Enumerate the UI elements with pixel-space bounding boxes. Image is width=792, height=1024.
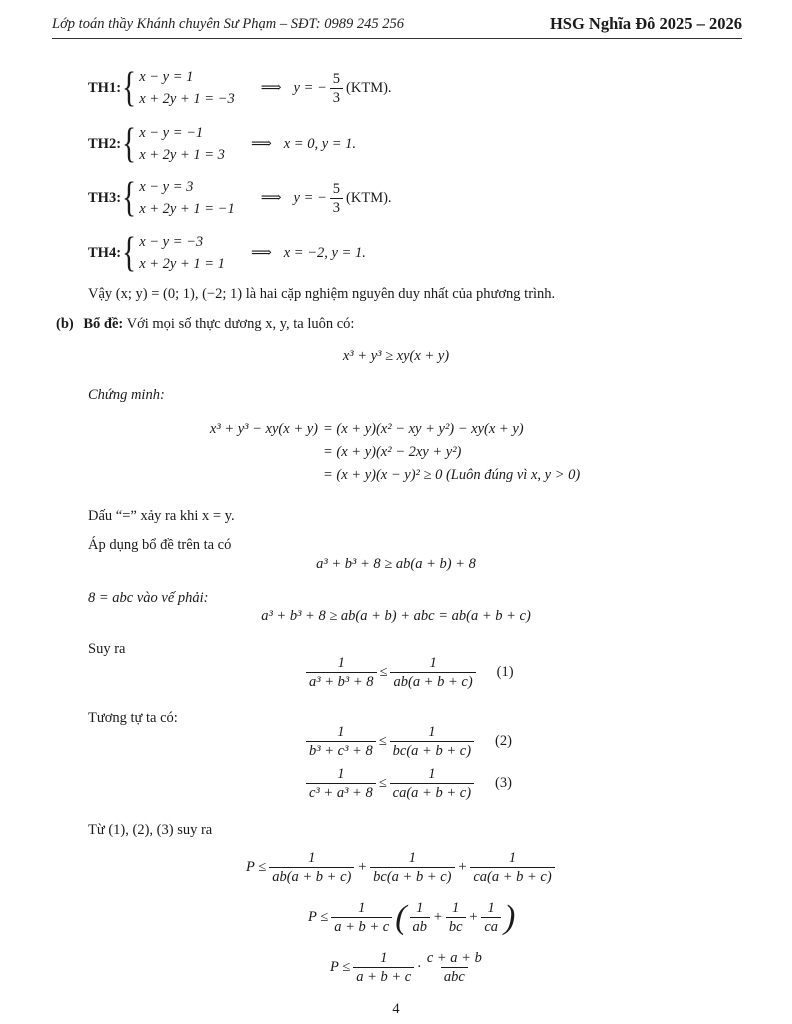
case-label: TH4:: [88, 244, 122, 261]
frac-den: ab: [410, 917, 431, 935]
lemma-title: Bổ đề:: [83, 316, 124, 332]
frac-num: 5: [332, 180, 341, 197]
frac-num: 5: [332, 70, 341, 87]
frac-num: 1: [380, 950, 388, 966]
fraction: [370, 850, 454, 885]
system-brace: {: [122, 121, 137, 167]
frac-num: 1: [452, 900, 460, 916]
p-lhs: P ≤: [246, 859, 267, 875]
right-paren: ): [504, 898, 516, 936]
frac-den: 3: [330, 198, 343, 216]
p-bound-1: P ≤ $\frac{1}{ab(a + b + c)}$ + $\frac{1}{bc(a + b + c)}$ + $\frac{1}{ca(a + b + c)}$: [246, 850, 558, 885]
p-bound-3: P ≤ $\frac{1}{a + b + c}$ · $\frac{c + a + b}{\text{abc}}$: [330, 950, 488, 985]
case-result: y = −: [293, 189, 327, 206]
case-th4: [88, 231, 366, 275]
proof-lhs: x³ + y³ − xy(x + y): [209, 421, 318, 437]
frac-den: a³ + b³ + 8: [306, 672, 377, 690]
frac-num: 1: [337, 766, 345, 782]
equation: x + 2y + 1 = −1: [139, 201, 235, 217]
equation: x − y = −1: [139, 125, 204, 141]
fraction: [353, 950, 414, 985]
inequality-3: $\frac{1}{\text{c³ + a³ + 8}}$ ≤ $\frac{1}{ca(a + b + c)}$ (3): [303, 766, 512, 801]
from-text: Từ (1), (2), (3) suy ra: [88, 822, 213, 838]
suy-ra-text: Suy ra: [88, 641, 126, 657]
page-number: 4: [392, 1001, 400, 1017]
system-brace: {: [122, 65, 137, 111]
frac-num: 1: [508, 850, 517, 866]
implies-arrow: ⟹: [250, 244, 272, 261]
frac-num: 1: [487, 900, 495, 916]
frac-den: 3: [330, 88, 343, 106]
frac-den: ca: [481, 917, 501, 935]
fraction: [390, 655, 475, 690]
frac-den: ab(a + b + c): [390, 672, 475, 690]
fraction: [446, 900, 466, 935]
frac-num: 1: [416, 900, 424, 916]
frac-den: ca(a + b + c): [390, 783, 474, 801]
equation-system: [139, 122, 225, 166]
proof-line-2: = (x + y)(x² − 2xy + y²): [323, 444, 462, 460]
system-brace: {: [122, 175, 137, 221]
fraction: [269, 850, 354, 885]
frac-den: abc: [441, 967, 468, 985]
equation: x − y = −3: [139, 234, 204, 250]
fraction: [390, 724, 474, 759]
proof-line-1: = (x + y)(x² − xy + y²) − xy(x + y): [323, 421, 524, 437]
case-th2: [88, 122, 356, 166]
tuong-tu-text: Tương tự ta có:: [88, 710, 178, 726]
substitution-text: 8 = abc vào vế phải:: [88, 590, 209, 606]
system-brace: {: [122, 230, 137, 276]
apply-lemma-text: Áp dụng bổ đề trên ta có: [88, 537, 232, 553]
frac-num: 1: [337, 655, 345, 671]
fraction: [306, 766, 376, 801]
frac-den: a + b + c: [331, 917, 392, 935]
equality-condition: Dấu “=” xảy ra khi x = y.: [88, 508, 235, 524]
frac-num: 1: [428, 724, 436, 740]
frac-den: c³ + a³ + 8: [306, 783, 376, 801]
frac-den: bc(a + b + c): [370, 867, 454, 885]
frac-num: 1: [308, 850, 316, 866]
equation: x + 2y + 1 = 3: [139, 147, 225, 163]
lemma-equation: x³ + y³ ≥ xy(x + y): [342, 348, 450, 364]
case-result: x = 0, y = 1.: [283, 135, 357, 152]
case-result: x = −2, y = 1.: [283, 244, 366, 261]
frac-num: 1: [429, 655, 437, 671]
p-lhs: P ≤: [308, 909, 329, 925]
equation: x − y = 3: [139, 179, 194, 195]
frac-den: b³ + c³ + 8: [306, 741, 376, 759]
implies-arrow: ⟹: [260, 189, 282, 206]
frac-num: 1: [408, 850, 416, 866]
implies-arrow: ⟹: [260, 79, 282, 96]
header-exam-title: HSG Nghĩa Đô 2025 – 2026: [549, 14, 742, 33]
inequality-1: $\frac{1}{\text{a³ + b³ + 8}}$ ≤ $\frac{1}{ab(a + b + c)}$ (1): [303, 655, 514, 690]
frac-den: a + b + c: [353, 967, 414, 985]
fraction: [330, 181, 343, 216]
case-th3: [88, 176, 392, 220]
proof-title: Chứng minh:: [88, 387, 165, 403]
frac-den: bc: [446, 917, 466, 935]
left-paren: (: [395, 898, 407, 936]
fraction: [306, 724, 376, 759]
frac-num: c + a + b: [426, 950, 482, 966]
frac-den: ab(a + b + c): [269, 867, 354, 885]
implies-arrow: ⟹: [250, 135, 272, 152]
header-course-info: Lớp toán thầy Khánh chuyên Sư Phạm – SĐT: 0989 245 256: [52, 16, 404, 32]
equation: x + 2y + 1 = 1: [139, 256, 225, 272]
fraction: [306, 655, 377, 690]
apply-lemma-equation: a³ + b³ + 8 ≥ ab(a + b) + 8: [316, 556, 476, 572]
fraction: [410, 900, 431, 935]
part-b-label: (b): [56, 316, 74, 332]
case-th1: [88, 66, 392, 110]
case-label: TH3:: [88, 189, 122, 206]
case-note: (KTM).: [346, 79, 392, 96]
equation-tag: (1): [496, 664, 514, 680]
fraction: [331, 900, 392, 935]
equation-tag: (2): [495, 733, 512, 749]
frac-num: 1: [428, 766, 436, 782]
equation: x − y = 1: [139, 69, 194, 85]
fraction: [390, 766, 474, 801]
equation-system: [139, 231, 225, 275]
equation-system: [139, 176, 235, 220]
frac-num: 1: [358, 900, 366, 916]
equation-system: [139, 66, 235, 110]
proof-line-3: = (x + y)(x − y)² ≥ 0 (Luôn đúng vì x, y > 0): [323, 467, 581, 483]
part-b-heading: [56, 316, 354, 333]
fraction: [470, 850, 554, 885]
frac-den: bc(a + b + c): [390, 741, 474, 759]
equation: x + 2y + 1 = −3: [139, 91, 235, 107]
frac-num: 1: [337, 724, 345, 740]
conclusion-part-a: Vậy (x; y) = (0; 1), (−2; 1) là hai cặp nghiệm nguyên duy nhất của phương trình.: [88, 286, 556, 302]
case-label: TH1:: [88, 79, 122, 96]
case-result: y = −: [293, 79, 327, 96]
inequality-2: $\frac{1}{\text{b³ + c³ + 8}}$ ≤ $\frac{1}{bc(a + b + c)}$ (2): [303, 724, 512, 759]
case-label: TH2:: [88, 135, 122, 152]
equation-tag: (3): [495, 775, 512, 791]
fraction: [330, 71, 343, 106]
fraction: [424, 950, 485, 985]
header-divider: [52, 38, 742, 39]
fraction: [481, 900, 501, 935]
substitution-equation: a³ + b³ + 8 ≥ ab(a + b) + abc = ab(a + b + c): [261, 608, 531, 624]
frac-den: ca(a + b + c): [470, 867, 554, 885]
lemma-text: Với mọi số thực dương x, y, ta luôn có:: [123, 316, 355, 332]
p-bound-2: P ≤ $\frac{1}{a + b + c}$ ( $\frac{1}{ab}$ + $\frac{1}{bc}$ + $\frac{1}{ca}$ ): [308, 898, 516, 936]
p-lhs: P ≤: [330, 959, 351, 975]
case-note: (KTM).: [346, 189, 392, 206]
